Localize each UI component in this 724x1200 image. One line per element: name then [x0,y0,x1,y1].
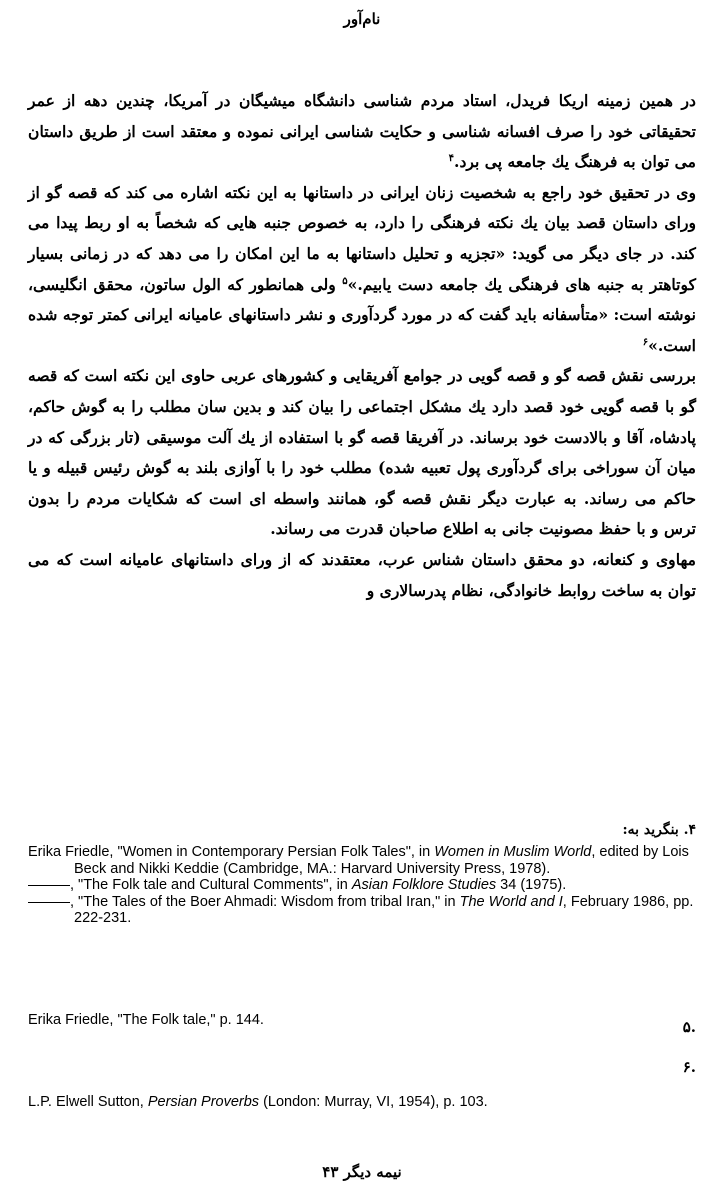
footnote-ref-6: ۶ [642,336,649,348]
footnote-4-header: ۴. بنگرید به: [622,822,696,838]
entry-3-title: The World and I [459,893,563,910]
ditto-rule [28,885,70,886]
entry-1-title: Women in Muslim World [434,844,592,860]
paragraph-4 [28,545,696,606]
entry-2-prefix: , "The Folk tale and Cultural Comments", in [70,877,352,893]
entry-1-prefix: Erika Friedle, "Women in Contemporary Persian Folk Tales", in [28,844,435,860]
paragraph-2 [28,178,696,362]
footnote-5-text: Erika Friedle, "The Folk tale," p. 144. [28,1012,264,1028]
paragraph-3 [28,361,696,545]
footnotes [28,822,696,1110]
ditto-rule [28,902,70,903]
entry-2-title: Asian Folklore Studies [351,877,497,893]
footnote-6-number: ۶. [682,1058,696,1076]
footnote-4-entry-3 [28,894,696,927]
footnote-6-text [28,1094,488,1110]
paragraph-2a-text: وی در تحقیق خود راجع به شخصیت زنان ایرانی در داستانها به این نکته اشاره می کند که قصه گو از ورای داستان قصد بیان یك نکته فرهنگی را دارد، به خصوص جنبه هایی که شخصاً به او ربط پیدا می کند. در جای دیگر می گوید: «تجزیه و تحلیل داستانها به ما این امکان را می دهد که در زمانی بسیار کوتاهتر به جنبه های فرهنگی یك جامعه دست یابیم.» [28,182,697,294]
footnote-ref-4: ۴ [448,153,455,164]
paragraph-4-text: مهاوی و کنعانه، دو محقق داستان شناس عرب، معتقدند که از ورای داستانهای عامیانه است که می توان به ساخت روابط خانوادگی، نظام پدرسالاری و [28,549,696,600]
entry-2-suffix: 34 (1975). [496,877,567,893]
paragraph-1-text: در همین زمینه اریکا فریدل، استاد مردم شناسی دانشگاه میشیگان در آمریکا، چندین دهه از عمر تحقیقاتی خود را صرف افسانه شناسی و حکایت شناسی ایرانی نموده و معتقد است از طریق داستان می توان به فرهنگ یك جامعه پی برد. [28,91,696,172]
footnote-6-suffix: (London: Murray, VI, 1954), p. 103. [259,1094,488,1110]
entry-1-suffix: , edited by Lois Beck and Nikki Keddie (Cambridge, MA.: Harvard University Press, 1978). [74,844,689,877]
footnote-6-title: Persian Proverbs [147,1094,260,1110]
entry-3-suffix: , February 1986, pp. 222-231. [74,893,694,926]
footnote-ref-5: ۵ [342,275,348,287]
paragraph-3-text: بررسی نقش قصه گو و قصه گویی در جوامع آفریقایی و کشورهای عربی حاوی این نکته است که قصه گو با قصه گویی خود قصد دارد یك مشکل اجتماعی را بیان کند و بدین سان مطلب را به گوش حاکم، پادشاه، آقا و بالادست خود برساند. در آفریقا قصه گو با استفاده از یك آلت موسیقی (تار بزرگی که در میان آن سوراخی برای گردآوری پول تعبیه شده) مطلب خود را با آوازی بلند به گوش رئیس قبیله و یا حاکم می رساند. به عبارت دیگر نقش قصه گو، همانند واسطه ای است که شکایات مردم را بدون ترس و با حفظ مصونیت جانی به اطلاع صاحبان قدرت می رساند. [28,366,696,539]
footnote-6-prefix: L.P. Elwell Sutton, [28,1094,148,1110]
entry-3-prefix: , "The Tales of the Boer Ahmadi: Wisdom from tribal Iran," in [70,893,460,910]
running-title: نام‌آور [343,10,381,28]
main-text [28,86,696,606]
paragraph-2b-text: ولی همانطور که الول ساتون، محقق انگلیسی، نوشته است: «متأسفانه باید گفت که در مورد گردآوری و نشر داستانهای عامیانه ایرانی کمتر توجه شده است.» [28,274,696,355]
footnote-4-entry-1 [28,844,696,877]
footnote-5-number: ۵. [682,1018,696,1036]
page-footer: نیمه دیگر ۴۳ [322,1163,402,1181]
footnote-4-entry-2 [28,877,696,894]
paragraph-1 [28,86,696,178]
